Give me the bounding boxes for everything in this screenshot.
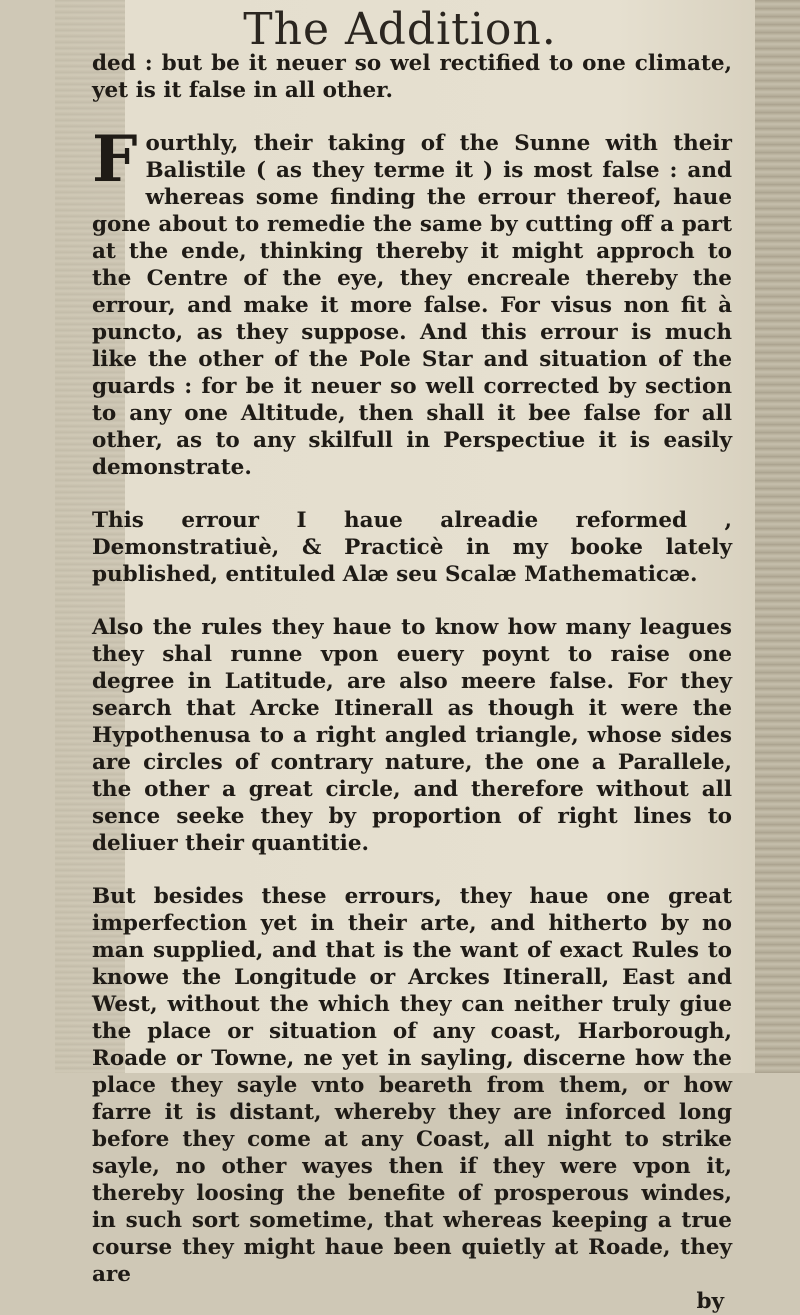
catchword: by [696, 1289, 724, 1314]
body-text [92, 50, 732, 1315]
page-edge [755, 0, 800, 1073]
paragraph-3: This errour I haue alreadie reformed , Demonstratiuè, & Practicè in my booke lately published, entituled Alæ seu Scalæ Mathematicæ. [92, 508, 732, 587]
paragraph-5: But besides these errours, they haue one great imperfection yet in their arte, and hitherto by no man supplied, and that is the want of exact Rules to knowe the Longitude or Arckes Itinerall, East and West, without the which they can neither truly giue the place or situation of any coast, Harborough, Roade or Towne, ne yet in sayling, discerne how the place they sayle vnto beareth from them, or how farre it is distant, whereby they are inforced long before they come at any Coast, all night to strike sayle, no other wayes then if they were vpon it, thereby loosing the benefite of prosperous windes, in such sort sometime, that whereas keeping a true course they might haue been quietly at Roade, they are [92, 884, 732, 1287]
paragraph-1: ded : but be it neuer so wel rectified to one climate, yet is it false in all other. [92, 51, 732, 103]
paragraph-4: Also the rules they haue to know how many leagues they shal runne vpon euery poynt to raise one degree in Latitude, are also meere false. For they search that Arcke Itinerall as though it were the Hypothenusa to a right angled triangle, whose sides are circles of contrary nature, the one a Parallele, the other a great circle, and therefore without all sence seeke they by proportion of right lines to deliuer their quantitie. [92, 615, 732, 856]
paragraph-2 [92, 122, 732, 481]
paragraph-2-text: ourthly, their taking of the Sunne with their Balistile ( as they terme it ) is most false : and whereas some finding the errour thereof, haue gone about to remedie the same by cutting off a part at the ende, thinking thereby it might approch to the Centre of the eye, they encreale thereby the errour, and make it more false. For visus non fit à puncto, as they suppose. And this errour is much like the other of the Pole Star and situation of the guards : for be it neuer so well corrected by section to any one Altitude, then shall it bee false for all other, as to any skilfull in Perspectiue it is easily demonstrate. [92, 131, 732, 480]
running-title: The Addition. [243, 4, 557, 55]
drop-capital: F [92, 122, 138, 197]
